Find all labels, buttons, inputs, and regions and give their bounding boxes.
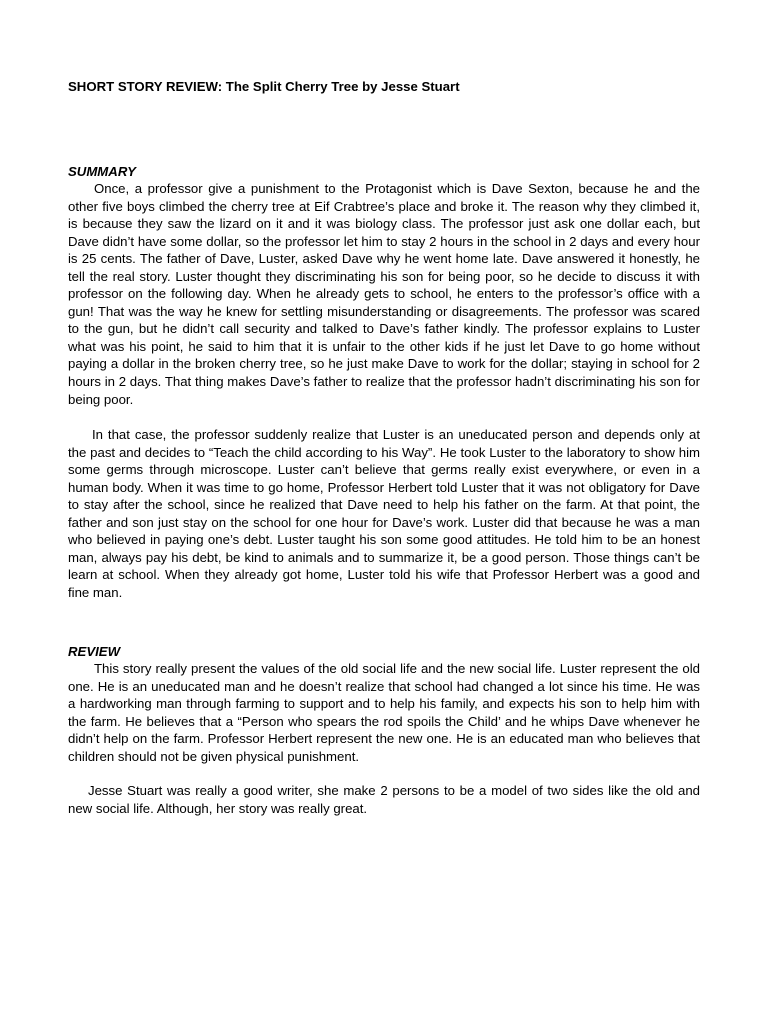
document-page	[68, 0, 700, 1024]
review-paragraph-1: This story really present the values of the old social life and the new social life. Luster represent the old one. He is an uneducated man and he doesn’t realize that school had changed a lot since his time. He was a hardworking man through farming to support and to help his family, and expects his son to help him with the farm. He believes that a “Person who spears the rod spoils the Child’ and he whips Dave whenever he didn’t help on the farm. Professor Herbert represent the new one. He is an educated man who believes that children should not be given physical punishment.	[68, 661, 700, 764]
review-heading: REVIEW	[68, 644, 121, 659]
review-paragraph-2: Jesse Stuart was really a good writer, she make 2 persons to be a model of two sides like the old and new social life. Although, her story was really great.	[68, 783, 700, 816]
summary-paragraph-2: In that case, the professor suddenly realize that Luster is an uneducated person and depends only at the past and decides to “Teach the child according to his Way”. He took Luster to the laboratory to show him some germs through microscope. Luster can’t believe that germs really exist everywhere, or even in a human body. When it was time to go home, Professor Herbert told Luster that it was not obligatory for Dave to stay after the school, since he realized that Dave need to help his father on the farm. At that point, the father and son just stay on the school for one hour for Dave’s work. Luster did that because he was a man who believed in paying one’s debt. Luster taught his son some good attitudes. He told him to be an honest man, always pay his debt, be kind to animals and to summarize it, be a good person. Those things can’t be learn at school. When they already got home, Luster told his wife that Professor Herbert was a good and fine man.	[68, 427, 700, 601]
review-section	[68, 644, 700, 817]
document-title: SHORT STORY REVIEW: The Split Cherry Tree by Jesse Stuart	[68, 79, 460, 94]
summary-paragraph-1: Once, a professor give a punishment to the Protagonist which is Dave Sexton, because he and the other five boys climbed the cherry tree at Eif Crabtree’s place and broke it. The reason why they climbed it, is because they saw the lizard on it and it was biology class. The professor just ask one dollar each, but Dave didn’t have some dollar, so the professor let him to stay 2 hours in the school in 2 days and every hour is 25 cents. The father of Dave, Luster, asked Dave why he went home late. Dave answered it honestly, he tell the real story. Luster thought they discriminating his son for being poor, so he decide to discuss it with professor on the following day. When he already gets to school, he enters to the professor’s office with a gun! That was the way he knew for settling misunderstanding or disagreements. The professor was scared to the gun, but he didn’t call security and talked to Dave’s father kindly. The professor explains to Luster what was his point, he said to him that it is unfair to the other kids if he just let Dave to go home without paying a dollar in the broken cherry tree, so he just make Dave to work for the dollar; staying in school for 2 hours in 2 days. That thing makes Dave’s father to realize that the professor hadn’t discriminating his son for being poor.	[68, 181, 700, 407]
summary-heading: SUMMARY	[68, 164, 136, 179]
summary-section	[68, 164, 700, 602]
